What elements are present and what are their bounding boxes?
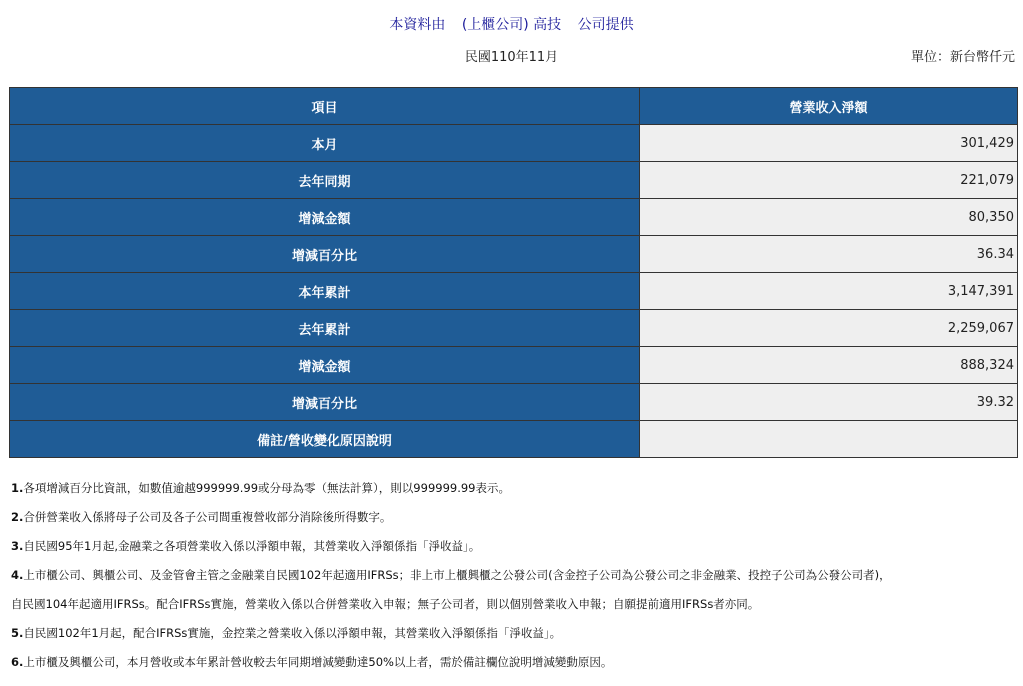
row-label: 去年累計 [10, 310, 640, 347]
footnote-text: 自民國104年起適用IFRSs。配合IFRSs實施，營業收入係以合併營業收入申報；無子公司者，則以個別營業收入申報；自願提前適用IFRSs者亦同。 [11, 597, 760, 611]
table-row [10, 273, 1018, 310]
footnote [11, 532, 1019, 561]
footnote-text: 上市櫃及興櫃公司，本月營收或本年累計營收較去年同期增減變動達50%以上者，需於備註欄位說明增減變動原因。 [23, 655, 613, 669]
footnote [11, 619, 1019, 648]
row-label: 去年同期 [10, 162, 640, 199]
row-label: 增減金額 [10, 199, 640, 236]
table-row-remarks [10, 421, 1018, 458]
row-value: 2,259,067 [640, 310, 1018, 347]
footnote-text: 自民國95年1月起,金融業之各項營業收入係以淨額申報，其營業收入淨額係指「淨收益」。 [23, 539, 481, 553]
table-header-row [10, 88, 1018, 125]
revenue-table [9, 87, 1018, 458]
footnote-number: 1. [11, 481, 24, 495]
currency-unit: 單位：新台幣仟元 [910, 50, 1015, 65]
table-row [10, 199, 1018, 236]
company-name: (上櫃公司) 高技 [461, 17, 562, 33]
table-row [10, 162, 1018, 199]
footnote [11, 561, 1019, 590]
footnote-text: 合併營業收入係將母子公司及各子公司間重複營收部分消除後所得數字。 [23, 510, 392, 524]
row-label: 本年累計 [10, 273, 640, 310]
table-row [10, 310, 1018, 347]
report-header [0, 14, 1023, 34]
row-value: 80,350 [640, 199, 1018, 236]
report-period: 民國110年11月 [464, 50, 559, 65]
column-header-item: 項目 [10, 88, 640, 125]
table-row [10, 236, 1018, 273]
row-label: 增減金額 [10, 347, 640, 384]
title-prefix: 本資料由 [389, 17, 446, 33]
row-label: 本月 [10, 125, 640, 162]
footnote-text: 各項增減百分比資訊，如數值逾越999999.99或分母為零（無法計算），則以999999.99表示。 [23, 481, 510, 495]
footnote-number: 6. [11, 655, 24, 669]
column-header-revenue: 營業收入淨額 [640, 88, 1018, 125]
footnote [11, 648, 1019, 677]
row-label: 備註/營收變化原因說明 [10, 421, 640, 458]
row-value: 888,324 [640, 347, 1018, 384]
footnote-number: 4. [11, 568, 24, 582]
row-value: 39.32 [640, 384, 1018, 421]
remarks-value [640, 421, 1018, 458]
row-value: 221,079 [640, 162, 1018, 199]
row-label: 增減百分比 [10, 236, 640, 273]
row-value: 36.34 [640, 236, 1018, 273]
row-value: 301,429 [640, 125, 1018, 162]
table-row [10, 384, 1018, 421]
title-suffix: 公司提供 [577, 17, 634, 33]
footnote-number: 2. [11, 510, 24, 524]
footnotes [11, 474, 1019, 677]
footnote-text: 上市櫃公司、興櫃公司、及金管會主管之金融業自民國102年起適用IFRSs；非上市上櫃興櫃之公發公司(含金控子公司為公發公司之非金融業、投控子公司為公發公司者)， [23, 568, 891, 582]
table-row [10, 347, 1018, 384]
footnote-text: 自民國102年1月起，配合IFRSs實施，金控業之營業收入係以淨額申報，其營業收入淨額係指「淨收益」。 [23, 626, 562, 640]
footnote-number: 3. [11, 539, 24, 553]
footnote-continued [11, 590, 1019, 619]
footnote-number: 5. [11, 626, 24, 640]
table-row [10, 125, 1018, 162]
row-label: 增減百分比 [10, 384, 640, 421]
footnote [11, 503, 1019, 532]
footnote [11, 474, 1019, 503]
row-value: 3,147,391 [640, 273, 1018, 310]
